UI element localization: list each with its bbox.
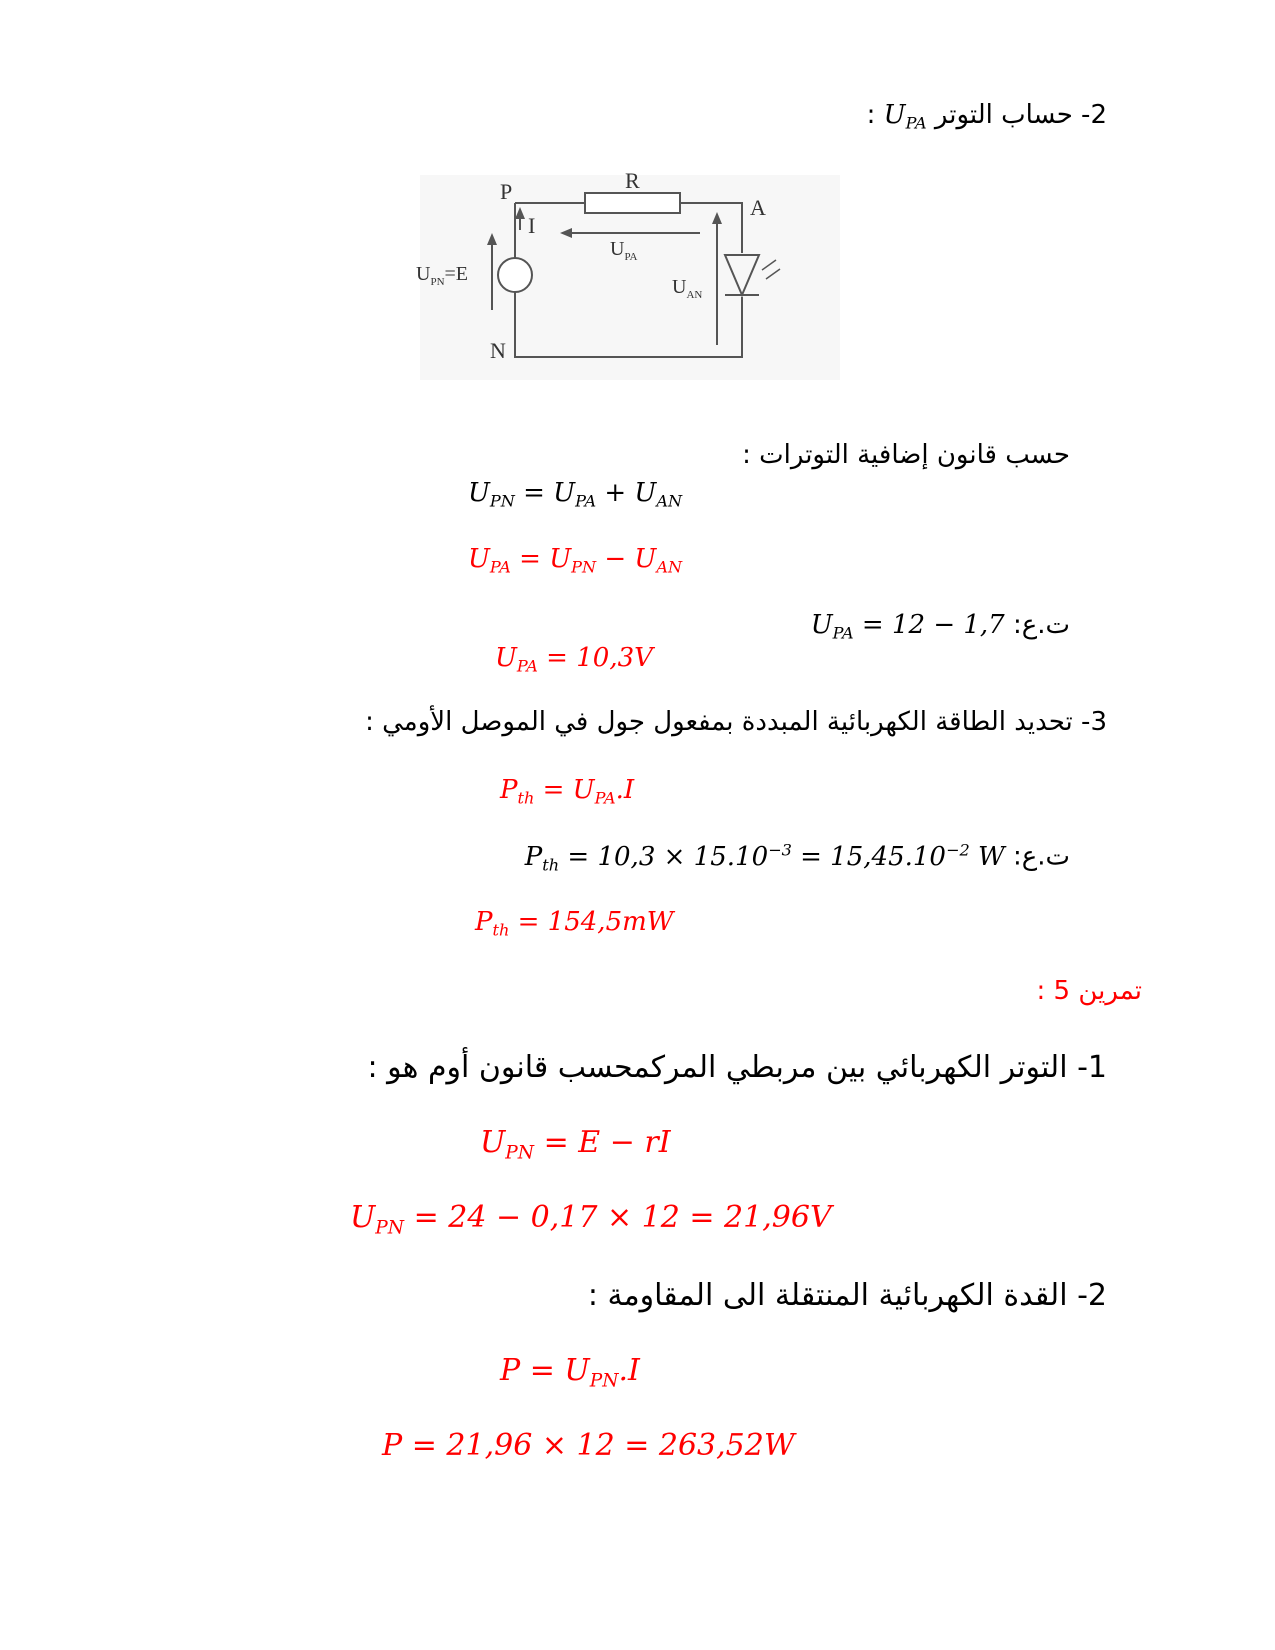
equation-upa-result: $U_{PA} = 10,3V$ — [495, 643, 653, 676]
label-P: P — [500, 179, 513, 204]
label-UPN: $U_{PN}=E$ — [416, 263, 469, 288]
q1-heading: 1- التوتر الكهربائي بين مربطي المركمحسب قانون أوم هو : — [367, 1050, 1107, 1085]
equation-power-formula: $P = U_{PN}.I$ — [500, 1353, 640, 1392]
equation-pth-numeric: $P_{th} = 10,3 \times 15.10^{-3} = 15,45.10^{-2}$ W — [524, 840, 1005, 875]
label-UPA: $U_{PA}$ — [610, 238, 638, 263]
equation-upa-difference: $U_{PA} = U_{PN} - U_{AN}$ — [468, 544, 683, 577]
numeric-row-2 — [525, 840, 1070, 874]
law-intro: حسب قانون إضافية التوترات : — [742, 440, 1070, 470]
section2-heading-colon: : — [866, 100, 876, 130]
section2-heading-text: 2- حساب التوتر — [934, 100, 1107, 130]
numeric-row-1 — [811, 610, 1070, 643]
q2-heading: 2- القدة الكهربائية المنتقلة الى المقاومة : — [587, 1278, 1107, 1313]
circuit-diagram — [416, 168, 840, 380]
numeric-label: ت.ع: — [1012, 610, 1070, 640]
section2-heading-symbol: $U_{PA}$ — [883, 100, 927, 133]
equation-upa-numeric: $U_{PA} = 12 - 1,7$ — [810, 610, 1005, 643]
exercise5-title: تمرين 5 : — [1036, 976, 1142, 1006]
equation-power-result: P = 21,96 × 12 = 263,52W — [382, 1428, 795, 1463]
label-A: A — [750, 195, 766, 220]
equation-upn-sum: $U_{PN} = U_{PA} + U_{AN}$ — [468, 478, 683, 511]
equation-upn-result: $U_{PN} = 24 - 0,17 \times 12 = 21,96V$ — [350, 1200, 832, 1239]
numeric-label-2: ت.ع: — [1012, 841, 1070, 872]
label-N: N — [490, 338, 506, 363]
equation-pth-formula: $P_{th} = U_{PA}.I$ — [500, 775, 635, 808]
equation-ohm-law: $U_{PN} = E$ − rI — [480, 1125, 671, 1164]
generator-symbol — [498, 258, 532, 292]
equation-pth-result: $P_{th} = 154,5mW$ — [475, 907, 674, 940]
label-I: I — [528, 213, 536, 238]
section3-heading: 3- تحديد الطاقة الكهربائية المبددة بمفعول جول في الموصل الأومي : — [365, 707, 1107, 737]
label-UAN: $U_{AN}$ — [672, 276, 703, 301]
section2-heading — [867, 100, 1107, 133]
label-R: R — [625, 168, 640, 193]
resistor-symbol — [585, 193, 680, 213]
